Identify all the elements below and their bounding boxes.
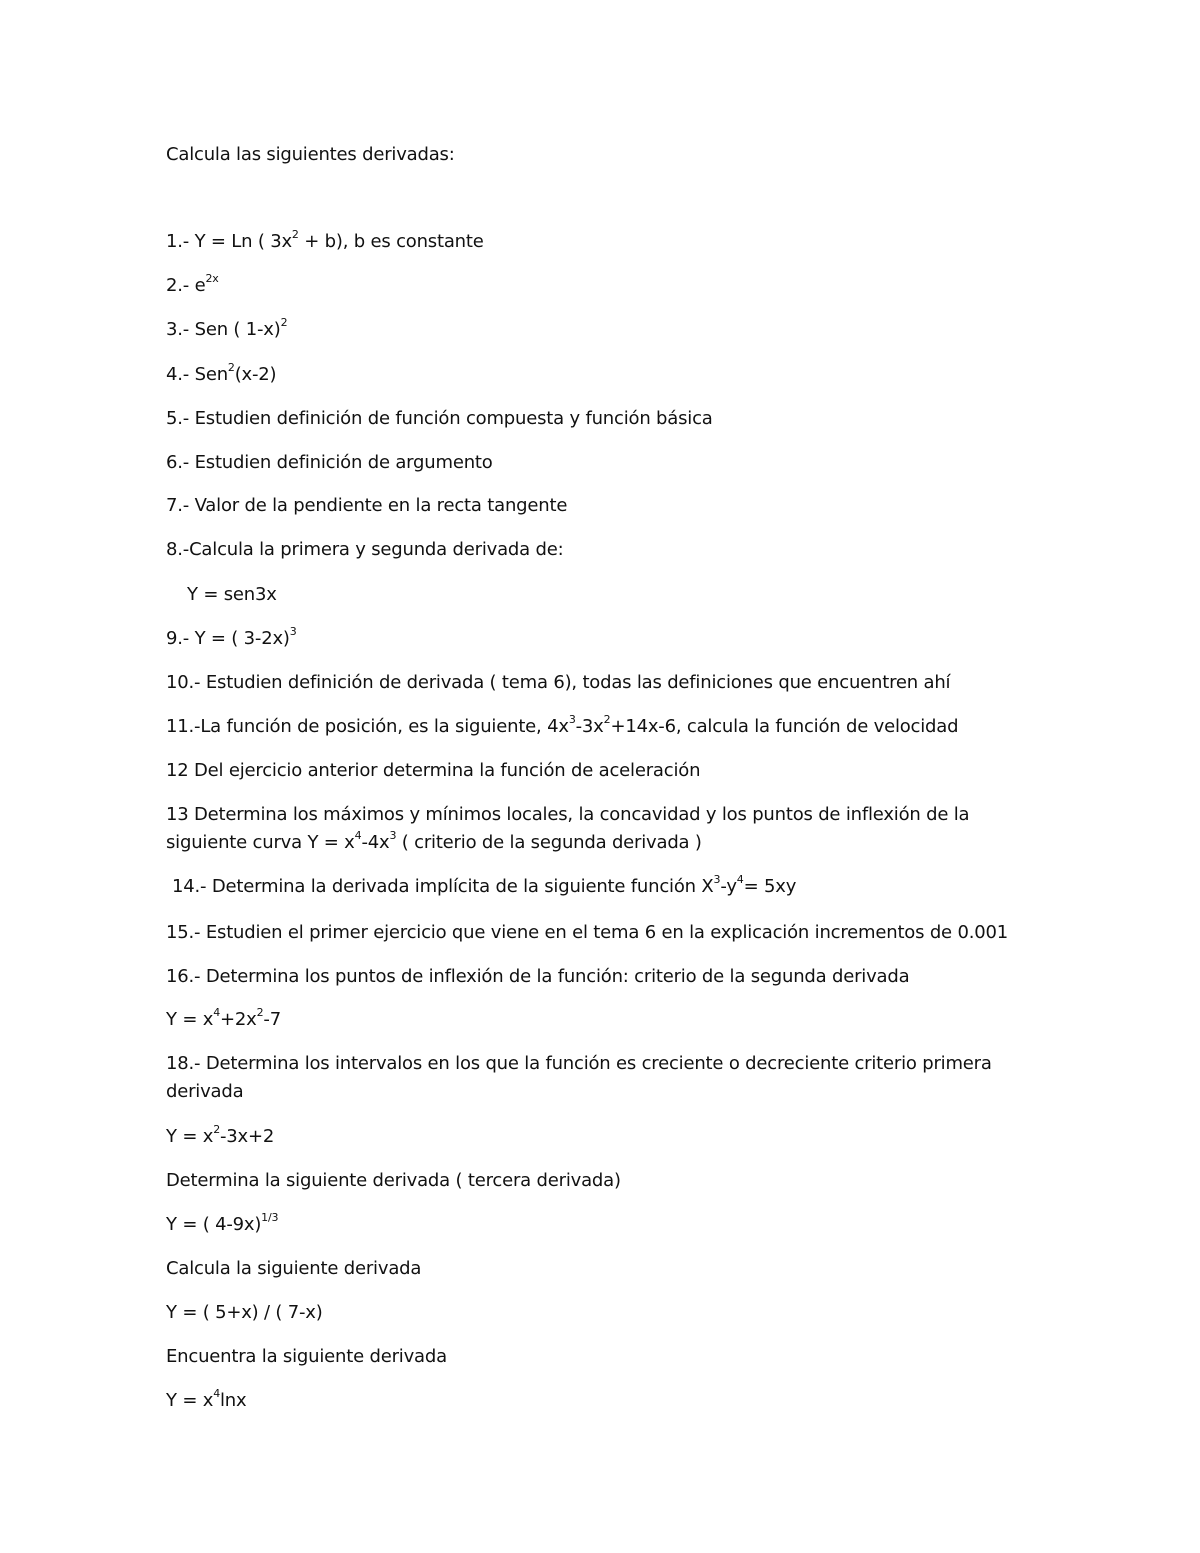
product-derivative-prompt: Encuentra la siguiente derivada [166, 1346, 447, 1367]
exercise-11: 11.-La función de posición, es la siguiente, $4x^3-3x^2+14x-6$, calcula la función de velocidad [166, 713, 959, 737]
quotient-derivative-prompt: Calcula la siguiente derivada [166, 1258, 422, 1279]
exercise-18-function: $Y = x^2-3x+2$ [166, 1123, 275, 1147]
exercise-10: 10.- Estudien definición de derivada ( tema 6), todas las definiciones que encuentren ahí [166, 672, 951, 693]
exercise-1: 1.- Y = Ln ( $3x^2 + b$), b es constante [166, 228, 484, 252]
exercise-6: 6.- Estudien definición de argumento [166, 452, 493, 473]
exercise-18-line-2: derivada [166, 1081, 244, 1102]
product-derivative-function: $Y = x^4\ln x$ [166, 1387, 247, 1411]
exercise-8-function: Y = sen3x [187, 584, 277, 605]
exercise-2: 2.- $e^{2x}$ [166, 272, 219, 296]
exercise-15: 15.- Estudien el primer ejercicio que viene en el tema 6 en la explicación incrementos de 0.001 [166, 922, 1008, 943]
exercise-14: 14.- Determina la derivada implícita de la siguiente función $X^3-y^4= 5xy$ [172, 873, 797, 897]
exercise-12: 12 Del ejercicio anterior determina la función de aceleración [166, 760, 701, 781]
exercise-9: 9.- Y = ( 3-2x)$^3$ [166, 625, 297, 649]
exercise-16: 16.- Determina los puntos de inflexión de la función: criterio de la segunda derivada [166, 966, 910, 987]
exercise-8: 8.-Calcula la primera y segunda derivada de: [166, 539, 564, 560]
exercise-13-line-2: siguiente curva $Y = x^4-4x^3$ ( criterio de la segunda derivada ) [166, 829, 702, 853]
exercise-5: 5.- Estudien definición de función compuesta y función básica [166, 408, 713, 429]
third-derivative-function: Y = ( 4-9x)$^{1/3}$ [166, 1211, 279, 1235]
exercise-16-function: $Y = x^4+2x^2-7$ [166, 1006, 281, 1030]
exercise-4: 4.- Sen$^2$(x-2) [166, 361, 277, 385]
document-heading: Calcula las siguientes derivadas: [166, 144, 455, 165]
exercise-13-line-1: 13 Determina los máximos y mínimos locales, la concavidad y los puntos de inflexión de la [166, 804, 970, 825]
exercise-18-line-1: 18.- Determina los intervalos en los que la función es creciente o decreciente criterio primera [166, 1053, 992, 1074]
third-derivative-prompt: Determina la siguiente derivada ( tercera derivada) [166, 1170, 621, 1191]
exercise-3: 3.- Sen ( 1-x)$^2$ [166, 316, 288, 340]
quotient-derivative-function: Y = ( 5+x) / ( 7-x) [166, 1302, 323, 1323]
exercise-7: 7.- Valor de la pendiente en la recta tangente [166, 495, 568, 516]
